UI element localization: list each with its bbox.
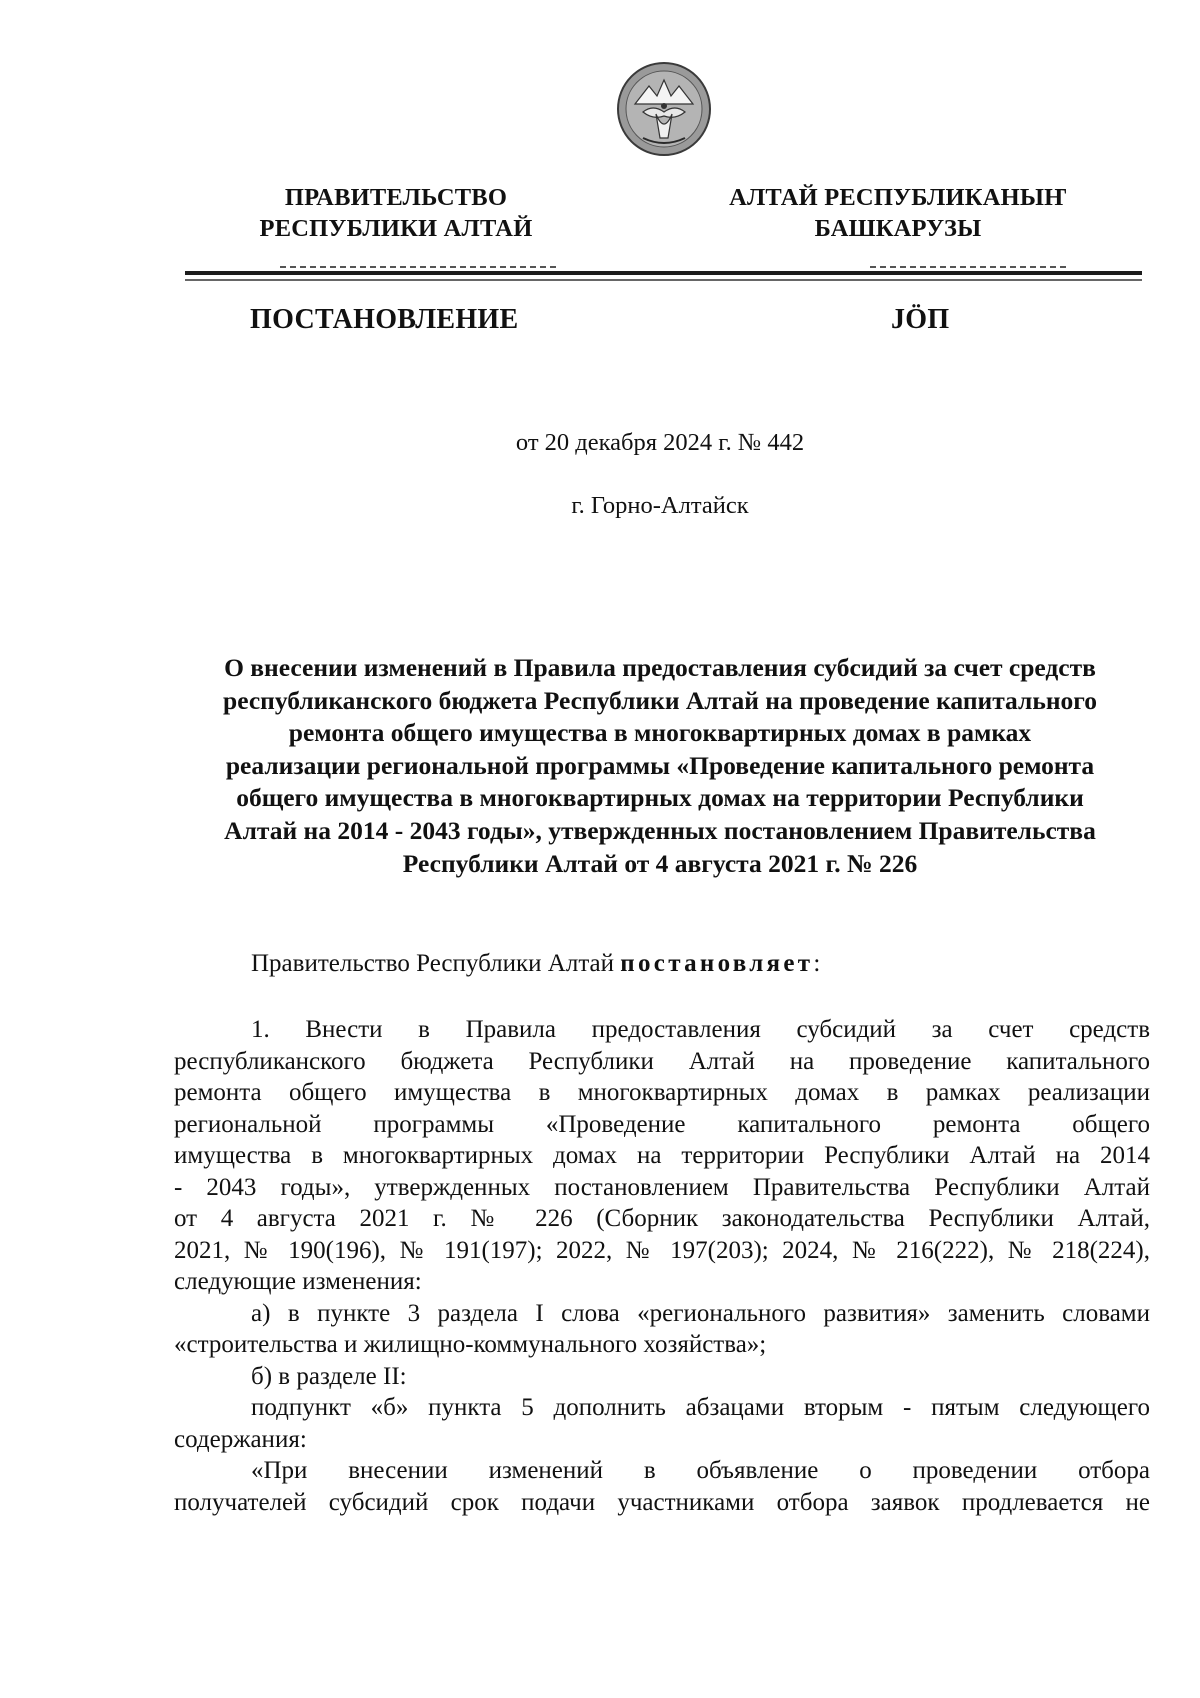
document-title	[170, 652, 1150, 880]
body-line: республиканского бюджета Республики Алтай на проведение капитального	[174, 1047, 1150, 1075]
document-body	[174, 1014, 1150, 1518]
header-government-ru	[156, 182, 636, 244]
preamble-keyword: постановляет	[620, 950, 814, 977]
header-right-line-1: АЛТАЙ РЕСПУБЛИКАНЫҤ	[729, 184, 1067, 211]
body-line: «При внесении изменений в объявление о проведении отбора	[251, 1457, 1150, 1484]
title-line: Республики Алтай от 4 августа 2021 г. № 226	[402, 848, 918, 878]
title-line: реализации региональной программы «Проведение капитального ремонта	[225, 750, 1095, 780]
title-line: О внесении изменений в Правила предоставления субсидий за счет средств	[224, 653, 1096, 682]
document-city: г. Горно-Алтайск	[571, 492, 749, 519]
body-line: региональной программы «Проведение капитального ремонта общего	[174, 1110, 1150, 1138]
body-line: имущества в многоквартирных домах на территории Республики Алтай на 2014	[174, 1142, 1150, 1169]
doc-type-ru: ПОСТАНОВЛЕНИЕ	[250, 304, 519, 335]
doc-type-alt: JÖП	[891, 304, 950, 335]
title-line: ремонта общего имущества в многоквартирных домах в рамках	[288, 718, 1032, 748]
title-line: общего имущества в многоквартирных домах на территории Республики	[236, 783, 1084, 813]
body-line: подпункт «б» пункта 5 дополнить абзацами вторым - пятым следующего	[251, 1394, 1150, 1421]
coat-of-arms-icon	[613, 60, 715, 158]
preamble	[251, 950, 820, 978]
body-line: следующие изменения:	[174, 1268, 422, 1295]
header-government-alt	[658, 182, 1138, 244]
body-line: - 2043 годы», утвержденных постановлением Правительства Республики Алтай	[174, 1173, 1150, 1201]
header-left-line-1: ПРАВИТЕЛЬСТВО	[284, 184, 508, 211]
header-left-line-2: РЕСПУБЛИКИ АЛТАЙ	[259, 215, 533, 242]
body-line: «строительства и жилищно-коммунального хозяйства»;	[174, 1331, 767, 1358]
body-line: получателей субсидий срок подачи участниками отбора заявок продлевается не	[174, 1488, 1150, 1516]
body-line: содержания:	[174, 1425, 307, 1453]
preamble-text: Правительство Республики Алтай	[251, 950, 621, 977]
header-divider-thin	[185, 279, 1142, 281]
body-line: 2021, № 190(196), № 191(197); 2022, № 197(203); 2024, № 216(222), № 218(224),	[174, 1236, 1150, 1264]
document-date-number: от 20 декабря 2024 г. № 442	[515, 429, 805, 456]
body-line: от 4 августа 2021 г. № 226 (Сборник законодательства Республики Алтай,	[174, 1205, 1150, 1232]
body-line: ремонта общего имущества в многоквартирных домах в рамках реализации	[174, 1079, 1150, 1106]
body-line: а) в пункте 3 раздела I слова «регионального развития» заменить словами	[251, 1299, 1150, 1327]
preamble-suffix: :	[813, 950, 821, 977]
header-divider-dash-left	[280, 266, 560, 268]
header-divider-dash-right	[870, 266, 1070, 268]
title-line: Алтай на 2014 - 2043 годы», утвержденных постановлением Правительства	[224, 815, 1096, 845]
title-line: республиканского бюджета Республики Алтай на проведение капитального	[223, 685, 1097, 715]
body-line: б) в разделе II:	[251, 1362, 407, 1390]
header-right-line-2: БАШКАРУЗЫ	[814, 215, 982, 242]
header-divider-thick	[185, 271, 1142, 275]
body-line: 1. Внести в Правила предоставления субсидий за счет средств	[251, 1016, 1150, 1043]
